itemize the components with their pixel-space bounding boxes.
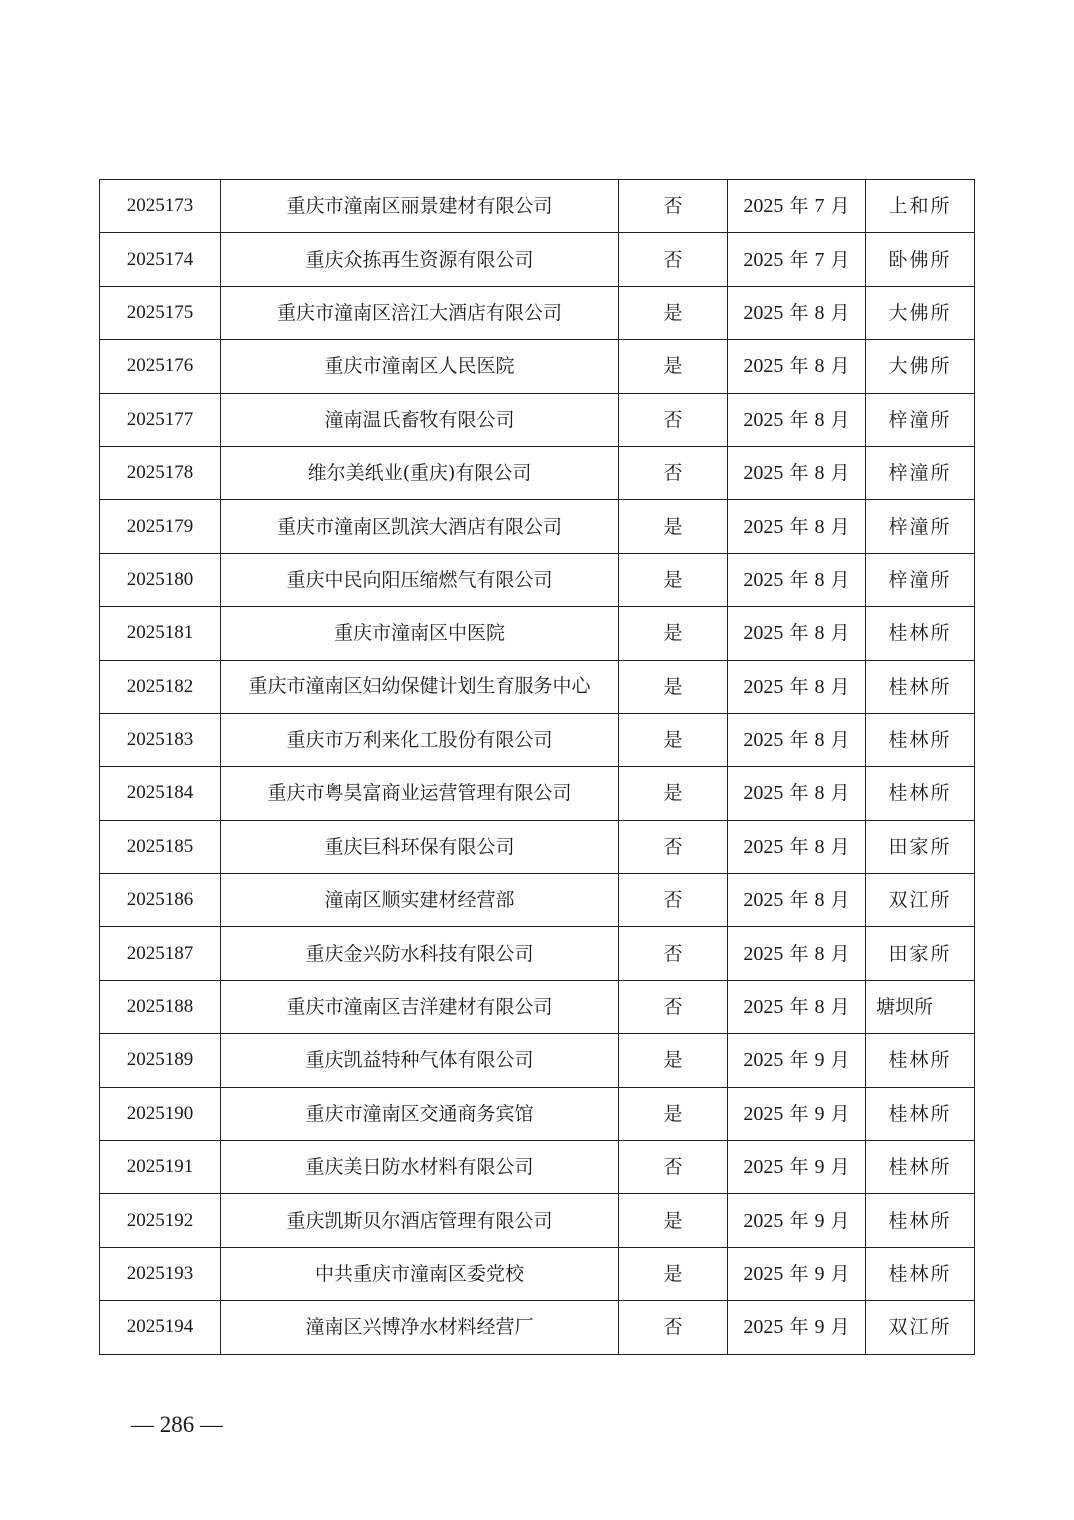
- date-year: 2025: [743, 568, 784, 591]
- date-month: 8: [814, 622, 825, 645]
- date-year: 2025: [743, 835, 784, 858]
- month-suffix: 月: [830, 1156, 850, 1179]
- date-year: 2025: [743, 1102, 784, 1125]
- date-month: 8: [814, 996, 825, 1019]
- record-date: [728, 500, 866, 553]
- yes-no-flag: 否: [619, 874, 728, 927]
- yes-no-flag: 是: [619, 1087, 728, 1140]
- office-name: 卧佛所: [866, 233, 975, 286]
- yes-no-flag: 否: [619, 1301, 728, 1354]
- date-month: 8: [814, 462, 825, 485]
- date-month: 8: [814, 675, 825, 698]
- date-month: 8: [814, 355, 825, 378]
- record-date: [728, 393, 866, 446]
- company-name: 重庆市潼南区丽景建材有限公司: [221, 180, 619, 233]
- company-name: 重庆市潼南区凯滨大酒店有限公司: [221, 500, 619, 553]
- office-name: 大佛所: [866, 340, 975, 393]
- year-suffix: 年: [789, 1156, 809, 1179]
- record-id: 2025183: [100, 713, 221, 766]
- table-row: [100, 1141, 975, 1194]
- table-row: [100, 233, 975, 286]
- date-month: 9: [814, 1209, 825, 1232]
- yes-no-flag: 否: [619, 446, 728, 499]
- date-month: 8: [814, 729, 825, 752]
- year-suffix: 年: [789, 355, 809, 378]
- record-date: [728, 1034, 866, 1087]
- record-date: [728, 874, 866, 927]
- company-name: 重庆市潼南区涪江大酒店有限公司: [221, 286, 619, 339]
- date-year: 2025: [743, 889, 784, 912]
- company-name: 重庆美日防水材料有限公司: [221, 1141, 619, 1194]
- date-month: 7: [814, 195, 825, 218]
- office-name: 梓潼所: [866, 553, 975, 606]
- month-suffix: 月: [830, 622, 850, 645]
- date-month: 9: [814, 1102, 825, 1125]
- table-row: [100, 927, 975, 980]
- record-id: 2025186: [100, 874, 221, 927]
- date-year: 2025: [743, 408, 784, 431]
- company-name: 重庆市潼南区交通商务宾馆: [221, 1087, 619, 1140]
- record-id: 2025174: [100, 233, 221, 286]
- date-month: 8: [814, 835, 825, 858]
- date-month: 9: [814, 1263, 825, 1285]
- record-id: 2025180: [100, 553, 221, 606]
- year-suffix: 年: [789, 942, 809, 965]
- records-table: [99, 179, 975, 1355]
- date-year: 2025: [743, 301, 784, 324]
- office-name: 桂林所: [866, 1194, 975, 1247]
- record-id: 2025184: [100, 767, 221, 820]
- month-suffix: 月: [830, 835, 850, 858]
- year-suffix: 年: [789, 835, 809, 858]
- office-name: 桂林所: [866, 607, 975, 660]
- record-id: 2025177: [100, 393, 221, 446]
- company-name: 潼南温氏畜牧有限公司: [221, 393, 619, 446]
- month-suffix: 月: [830, 248, 850, 271]
- table-row: [100, 874, 975, 927]
- date-year: 2025: [743, 1156, 784, 1179]
- office-name: 塘坝所: [866, 980, 975, 1033]
- office-name: 桂林所: [866, 767, 975, 820]
- date-year: 2025: [743, 1209, 784, 1232]
- record-date: [728, 446, 866, 499]
- month-suffix: 月: [830, 1102, 850, 1125]
- date-year: 2025: [743, 515, 784, 538]
- company-name: 潼南区顺实建材经营部: [221, 874, 619, 927]
- record-date: [728, 180, 866, 233]
- office-name: 双江所: [866, 1301, 975, 1354]
- date-year: 2025: [743, 462, 784, 485]
- date-month: 8: [814, 301, 825, 324]
- date-month: 9: [814, 1049, 825, 1072]
- year-suffix: 年: [789, 1263, 809, 1285]
- year-suffix: 年: [789, 996, 809, 1019]
- office-name: 田家所: [866, 820, 975, 873]
- record-id: 2025193: [100, 1247, 221, 1300]
- date-year: 2025: [743, 248, 784, 271]
- record-id: 2025191: [100, 1141, 221, 1194]
- record-date: [728, 233, 866, 286]
- office-name: 桂林所: [866, 1034, 975, 1087]
- company-name: 维尔美纸业(重庆)有限公司: [221, 446, 619, 499]
- yes-no-flag: 是: [619, 660, 728, 713]
- company-name: 重庆市粤昊富商业运营管理有限公司: [221, 767, 619, 820]
- record-date: [728, 286, 866, 339]
- yes-no-flag: 是: [619, 500, 728, 553]
- record-date: [728, 980, 866, 1033]
- date-year: 2025: [743, 622, 784, 645]
- year-suffix: 年: [789, 408, 809, 431]
- month-suffix: 月: [830, 942, 850, 965]
- date-year: 2025: [743, 195, 784, 218]
- office-name: 桂林所: [866, 1247, 975, 1300]
- record-date: [728, 1141, 866, 1194]
- office-name: 梓潼所: [866, 500, 975, 553]
- record-date: [728, 1301, 866, 1354]
- record-id: 2025194: [100, 1301, 221, 1354]
- month-suffix: 月: [830, 729, 850, 752]
- date-month: 8: [814, 568, 825, 591]
- record-date: [728, 1087, 866, 1140]
- yes-no-flag: 是: [619, 767, 728, 820]
- company-name: 重庆市潼南区妇幼保健计划生育服务中心: [221, 660, 619, 713]
- table-row: [100, 1301, 975, 1354]
- year-suffix: 年: [789, 462, 809, 485]
- company-name: 潼南区兴博净水材料经营厂: [221, 1301, 619, 1354]
- office-name: 桂林所: [866, 660, 975, 713]
- year-suffix: 年: [789, 1209, 809, 1232]
- date-month: 8: [814, 942, 825, 965]
- date-month: 9: [814, 1156, 825, 1179]
- yes-no-flag: 是: [619, 340, 728, 393]
- date-year: 2025: [743, 355, 784, 378]
- yes-no-flag: 是: [619, 1247, 728, 1300]
- record-id: 2025182: [100, 660, 221, 713]
- table-row: [100, 713, 975, 766]
- year-suffix: 年: [789, 568, 809, 591]
- year-suffix: 年: [789, 675, 809, 698]
- date-month: 8: [814, 889, 825, 912]
- record-id: 2025181: [100, 607, 221, 660]
- yes-no-flag: 是: [619, 553, 728, 606]
- yes-no-flag: 否: [619, 233, 728, 286]
- year-suffix: 年: [789, 889, 809, 912]
- company-name: 重庆市万利来化工股份有限公司: [221, 713, 619, 766]
- record-date: [728, 1247, 866, 1300]
- date-month: 9: [814, 1316, 825, 1339]
- record-id: 2025185: [100, 820, 221, 873]
- table-row: [100, 500, 975, 553]
- month-suffix: 月: [830, 889, 850, 912]
- year-suffix: 年: [789, 248, 809, 271]
- company-name: 重庆凯益特种气体有限公司: [221, 1034, 619, 1087]
- record-date: [728, 767, 866, 820]
- office-name: 梓潼所: [866, 446, 975, 499]
- yes-no-flag: 是: [619, 1194, 728, 1247]
- company-name: 重庆市潼南区吉洋建材有限公司: [221, 980, 619, 1033]
- year-suffix: 年: [789, 622, 809, 645]
- month-suffix: 月: [830, 301, 850, 324]
- year-suffix: 年: [789, 1316, 809, 1339]
- month-suffix: 月: [830, 408, 850, 431]
- date-year: 2025: [743, 942, 784, 965]
- year-suffix: 年: [789, 515, 809, 538]
- record-id: 2025175: [100, 286, 221, 339]
- date-year: 2025: [743, 1263, 784, 1285]
- table-row: [100, 660, 975, 713]
- record-date: [728, 713, 866, 766]
- record-date: [728, 927, 866, 980]
- month-suffix: 月: [830, 195, 850, 218]
- year-suffix: 年: [789, 1049, 809, 1072]
- record-id: 2025188: [100, 980, 221, 1033]
- record-date: [728, 1194, 866, 1247]
- record-id: 2025187: [100, 927, 221, 980]
- yes-no-flag: 是: [619, 286, 728, 339]
- record-id: 2025192: [100, 1194, 221, 1247]
- office-name: 梓潼所: [866, 393, 975, 446]
- year-suffix: 年: [789, 1102, 809, 1125]
- table-row: [100, 820, 975, 873]
- record-date: [728, 553, 866, 606]
- table-row: [100, 393, 975, 446]
- company-name: 重庆巨科环保有限公司: [221, 820, 619, 873]
- yes-no-flag: 是: [619, 1034, 728, 1087]
- table-row: [100, 767, 975, 820]
- date-month: 8: [814, 408, 825, 431]
- yes-no-flag: 是: [619, 713, 728, 766]
- table-row: [100, 446, 975, 499]
- yes-no-flag: 否: [619, 393, 728, 446]
- table-row: [100, 286, 975, 339]
- table-row: [100, 340, 975, 393]
- year-suffix: 年: [789, 782, 809, 805]
- month-suffix: 月: [830, 782, 850, 805]
- record-id: 2025176: [100, 340, 221, 393]
- record-date: [728, 607, 866, 660]
- table-row: [100, 553, 975, 606]
- table-row: [100, 980, 975, 1033]
- month-suffix: 月: [830, 355, 850, 378]
- table-row: [100, 1194, 975, 1247]
- month-suffix: 月: [830, 1049, 850, 1072]
- date-year: 2025: [743, 1049, 784, 1072]
- year-suffix: 年: [789, 301, 809, 324]
- office-name: 桂林所: [866, 713, 975, 766]
- date-year: 2025: [743, 782, 784, 805]
- office-name: 田家所: [866, 927, 975, 980]
- page-number: — 286 —: [131, 1412, 223, 1437]
- date-year: 2025: [743, 996, 784, 1019]
- year-suffix: 年: [789, 195, 809, 218]
- office-name: 大佛所: [866, 286, 975, 339]
- record-date: [728, 340, 866, 393]
- date-month: 8: [814, 515, 825, 538]
- office-name: 上和所: [866, 180, 975, 233]
- office-name: 桂林所: [866, 1087, 975, 1140]
- company-name: 重庆众拣再生资源有限公司: [221, 233, 619, 286]
- date-year: 2025: [743, 1316, 784, 1339]
- record-id: 2025190: [100, 1087, 221, 1140]
- table-row: [100, 1087, 975, 1140]
- month-suffix: 月: [830, 1209, 850, 1232]
- company-name: 中共重庆市潼南区委党校: [221, 1247, 619, 1300]
- record-id: 2025189: [100, 1034, 221, 1087]
- yes-no-flag: 否: [619, 1141, 728, 1194]
- month-suffix: 月: [830, 996, 850, 1019]
- records-table-body: [100, 180, 975, 1355]
- yes-no-flag: 否: [619, 980, 728, 1033]
- company-name: 重庆市潼南区人民医院: [221, 340, 619, 393]
- yes-no-flag: 否: [619, 927, 728, 980]
- table-row: [100, 180, 975, 233]
- yes-no-flag: 否: [619, 180, 728, 233]
- date-year: 2025: [743, 675, 784, 698]
- company-name: 重庆金兴防水科技有限公司: [221, 927, 619, 980]
- office-name: 双江所: [866, 874, 975, 927]
- company-name: 重庆市潼南区中医院: [221, 607, 619, 660]
- office-name: 桂林所: [866, 1141, 975, 1194]
- month-suffix: 月: [830, 1316, 850, 1339]
- record-id: 2025173: [100, 180, 221, 233]
- record-date: [728, 660, 866, 713]
- table-row: [100, 1034, 975, 1087]
- yes-no-flag: 是: [619, 607, 728, 660]
- company-name: 重庆中民向阳压缩燃气有限公司: [221, 553, 619, 606]
- yes-no-flag: 否: [619, 820, 728, 873]
- table-row: [100, 1247, 975, 1300]
- month-suffix: 月: [830, 1263, 850, 1285]
- month-suffix: 月: [830, 568, 850, 591]
- record-date: [728, 820, 866, 873]
- month-suffix: 月: [830, 675, 850, 698]
- table-row: [100, 607, 975, 660]
- date-month: 7: [814, 248, 825, 271]
- date-year: 2025: [743, 729, 784, 752]
- year-suffix: 年: [789, 729, 809, 752]
- month-suffix: 月: [830, 515, 850, 538]
- month-suffix: 月: [830, 462, 850, 485]
- date-month: 8: [814, 782, 825, 805]
- record-id: 2025179: [100, 500, 221, 553]
- company-name: 重庆凯斯贝尔酒店管理有限公司: [221, 1194, 619, 1247]
- record-id: 2025178: [100, 446, 221, 499]
